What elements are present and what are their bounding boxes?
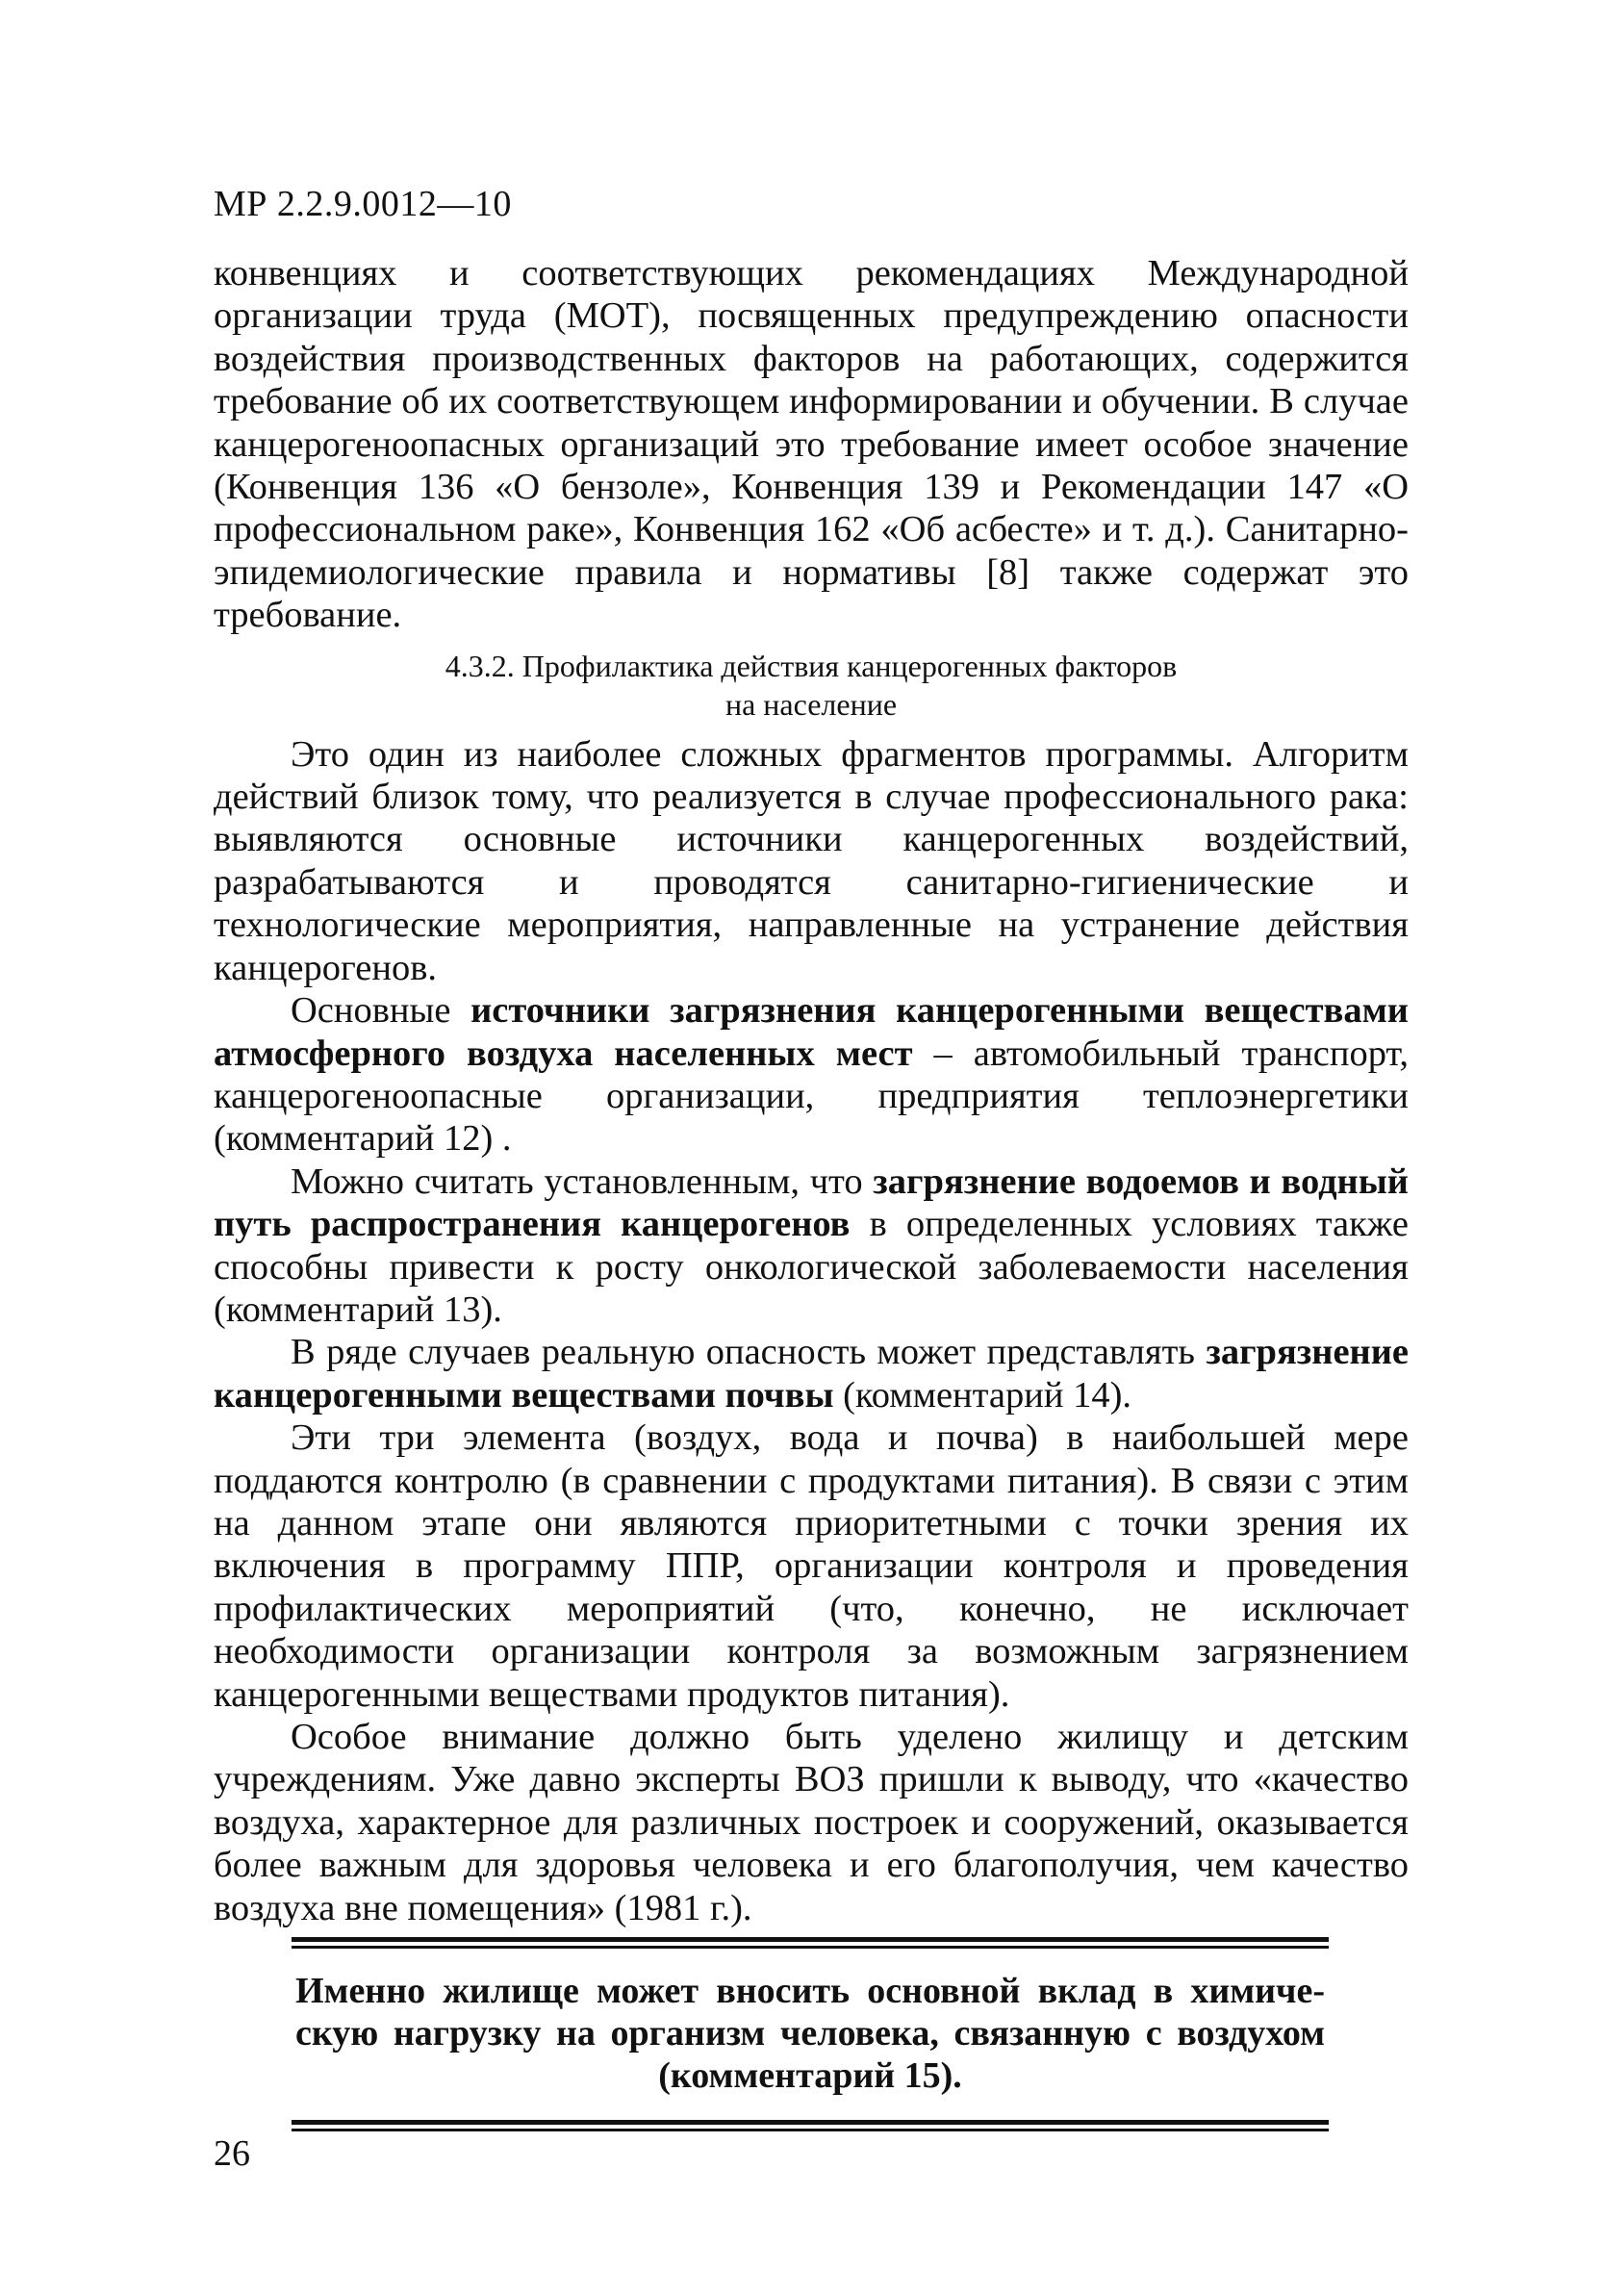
callout-top-rule — [292, 1937, 1329, 1949]
paragraph-water-emphasis: загрязнение водоемов и водный путь распространения канцерогенов — [214, 1161, 1409, 1245]
paragraph-water-lead: Можно считать установленным, что — [291, 1161, 874, 1202]
paragraph-intro: Это один из наиболее сложных фрагментов программы. Алгоритм действий близок тому, что реализуется в случае профессионального рака: выявляются основные источники канцерогенных воздействий, разрабатываются и проводятся санитарно-гигиенические и технологические мероприятия, направленные на устранение действия канцерогенов. — [214, 733, 1409, 988]
paragraph-water — [214, 1161, 1409, 1332]
paragraph-control: Эти три элемента (воздух, вода и почва) в наибольшей мере поддаются контролю (в сравнении с продуктами питания). В связи с этим на данном этапе они являются приоритетными с точки зрения их включения в программу ППР, организации контроля и проведения профилактических мероприятий (что, конечно, не исключает необходимости организации контроля за возможным загрязнением канцерогенными веществами продуктов питания). — [214, 1417, 1409, 1715]
paragraph-soil-tail: (комментарий 14). — [833, 1374, 1132, 1416]
section-heading-line-1: 4.3.2. Профилактика действия канцерогенных факторов — [445, 648, 1178, 683]
paragraph-soil — [214, 1331, 1409, 1416]
paragraph-air-sources-lead: Основные — [291, 990, 471, 1032]
running-header: МР 2.2.9.0012—10 — [214, 184, 512, 224]
paragraph-water-tail: в определенных условиях также способны привести к росту онкологической заболеваемости населения (комментарий 13). — [214, 1204, 1409, 1330]
paragraph-dwellings: Особое внимание должно быть уделено жилищу и детским учреждениям. Уже давно эксперты ВОЗ пришли к выводу, что «качество воздуха, характерное для различных построек и сооружений, оказывается более важным для здоровья человека и его благополучия, чем качество воздуха вне помещения» (1981 г.). — [214, 1717, 1409, 1928]
paragraph-air-sources — [214, 989, 1409, 1161]
paragraph-air-sources-emphasis: источники загрязнения канцерогенными веществами атмосферного воздуха населенных мест — [214, 990, 1409, 1074]
page-number: 26 — [214, 2133, 250, 2174]
paragraph-continuation: конвенциях и соответствующих рекомендациях Международной организации труда (МОТ), посвященных предупреждению опасности воздействия производственных факторов на работающих, содержится требование об их соответствующем информировании и обучении. В случае канцерогеноопасных организаций это требование имеет особое значение (Конвенция 136 «О бензоле», Конвенция 139 и Рекомендации 147 «О профессиональном раке», Конвенция 162 «Об асбесте» и т. д.). Санитарно-эпидемиологические правила и нормативы [8] также содержат это требование. — [214, 253, 1409, 636]
paragraph-soil-emphasis: загрязнение канцерогенными веществами почвы — [214, 1332, 1409, 1416]
section-heading-line-2: на население — [724, 686, 898, 722]
paragraph-soil-lead: В ряде случаев реальную опасность может представлять — [291, 1332, 1207, 1373]
callout-bottom-rule — [292, 2120, 1329, 2131]
body-text — [214, 252, 1409, 1929]
paragraph-air-sources-tail: – автомобильный транспорт, канцерогеноопасные организации, предприятия теплоэнергетики (комментарий 12) . — [214, 1033, 1409, 1160]
callout-text: Именно жилище может вносить основной вклад в химическую нагрузку на организм человека, связанную с воздухом (комментарий 15). — [295, 1971, 1325, 2096]
section-heading — [214, 647, 1409, 724]
callout-box — [292, 1937, 1329, 2131]
